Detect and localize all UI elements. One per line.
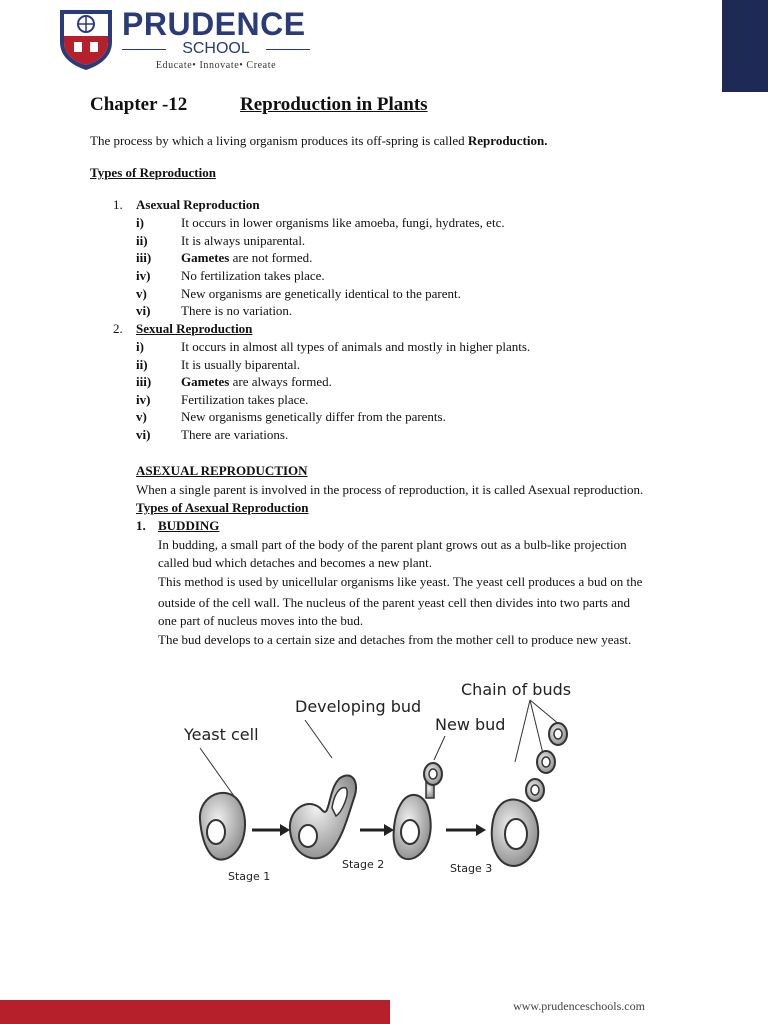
item-text: New organisms genetically differ from the parents.: [181, 409, 446, 424]
label-chain-of-buds: Chain of buds: [461, 680, 572, 699]
item-text: Fertilization takes place.: [181, 392, 309, 407]
item-text: New organisms are genetically identical to the parent.: [181, 286, 461, 301]
item-number: iii): [136, 374, 152, 389]
budding-diagram-svg: [170, 670, 600, 900]
intro-text: The process by which a living organism produces its off-spring is called: [90, 133, 468, 148]
yeast-cell-stage-1: [200, 793, 245, 860]
item-number: ii): [136, 233, 148, 248]
item-number: i): [136, 215, 144, 230]
budding-line: In budding, a small part of the body of the parent plant grows out as a bulb-like projection: [158, 537, 627, 552]
intro-paragraph: [90, 132, 547, 150]
budding-diagram: [170, 670, 600, 900]
asexual-section-heading: ASEXUAL REPRODUCTION: [136, 463, 308, 478]
item-text: It is usually biparental.: [181, 357, 301, 372]
item-text: There is no variation.: [181, 303, 293, 318]
budding-line: one part of nucleus moves into the bud.: [158, 613, 364, 628]
yeast-cell-stage-2: [290, 775, 356, 858]
item-number: iii): [136, 250, 152, 265]
yeast-cell-chain: [492, 723, 567, 866]
pointer-line: [200, 748, 234, 796]
arrow-icon: [252, 824, 290, 836]
item-number: v): [136, 286, 147, 301]
item-number: v): [136, 409, 147, 424]
item-text: It occurs in lower organisms like amoeba, fungi, hydrates, etc.: [181, 215, 505, 230]
list-number: 1.: [136, 518, 146, 533]
footer-red-bar: [0, 1000, 390, 1024]
pointer-line: [530, 700, 560, 725]
label-stage-2: Stage 2: [342, 858, 385, 871]
item-text: Gametes are not formed.: [181, 250, 313, 265]
budding-title: BUDDING: [158, 518, 220, 533]
item-number: vi): [136, 427, 151, 442]
item-text: There are variations.: [181, 427, 289, 442]
chapter-title: Reproduction in Plants: [240, 94, 428, 115]
arrow-icon: [360, 824, 394, 836]
school-subtitle: SCHOOL: [122, 40, 310, 58]
asexual-types-heading: Types of Asexual Reproduction: [136, 500, 309, 515]
yeast-cell-stage-3: [394, 763, 442, 859]
item-number: iv): [136, 268, 151, 283]
item-text: It is always uniparental.: [181, 233, 306, 248]
school-tagline: Educate• Innovate• Create: [155, 60, 277, 71]
budding-line: outside of the cell wall. The nucleus of the parent yeast cell then divides into two parts and: [158, 595, 630, 610]
pointer-line: [434, 736, 445, 760]
school-name: PRUDENCE: [122, 6, 306, 42]
label-stage-3: Stage 3: [450, 862, 493, 875]
asexual-definition: When a single parent is involved in the process of reproduction, it is called Asexual reproduction.: [136, 482, 644, 497]
pointer-line: [305, 720, 332, 758]
label-developing-bud: Developing bud: [295, 697, 422, 716]
chapter-number: Chapter -12: [90, 94, 188, 115]
item-text: It occurs in almost all types of animals and mostly in higher plants.: [181, 339, 531, 354]
arrow-icon: [446, 824, 486, 836]
budding-line: The bud develops to a certain size and detaches from the mother cell to produce new yeast.: [158, 632, 632, 647]
asexual-title: Asexual Reproduction: [136, 197, 260, 212]
label-yeast-cell: Yeast cell: [184, 725, 259, 744]
budding-line: This method is used by unicellular organisms like yeast. The yeast cell produces a bud on the: [158, 574, 643, 589]
item-number: vi): [136, 303, 151, 318]
types-heading: Types of Reproduction: [90, 165, 216, 180]
school-logo: [50, 4, 310, 76]
label-new-bud: New bud: [435, 715, 506, 734]
item-text: No fertilization takes place.: [181, 268, 325, 283]
list-number: 1.: [113, 197, 123, 212]
item-text: Gametes are always formed.: [181, 374, 332, 389]
footer-website-link[interactable]: www.prudenceschools.com: [513, 999, 645, 1013]
school-crest-icon: [56, 6, 116, 72]
item-number: ii): [136, 357, 148, 372]
list-number: 2.: [113, 321, 123, 336]
pointer-line: [515, 700, 530, 762]
budding-line: called bud which detaches and becomes a new plant.: [158, 555, 432, 570]
header-navy-bar: [722, 0, 768, 92]
sexual-title: Sexual Reproduction: [136, 321, 253, 336]
item-number: iv): [136, 392, 151, 407]
label-stage-1: Stage 1: [228, 870, 271, 883]
item-number: i): [136, 339, 144, 354]
intro-bold: Reproduction.: [467, 133, 548, 148]
